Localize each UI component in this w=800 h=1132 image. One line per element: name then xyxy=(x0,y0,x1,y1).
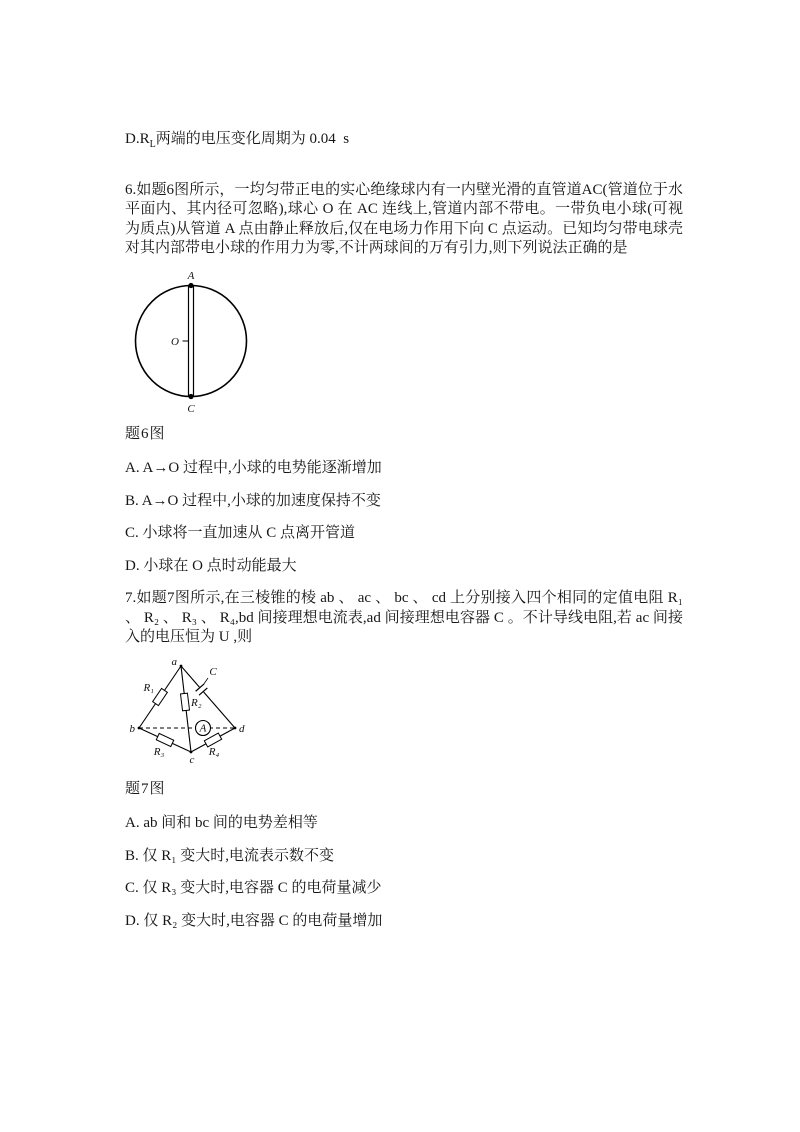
figure-7 xyxy=(129,658,683,770)
point-a-label: A xyxy=(187,269,195,282)
option-text: A→O 过程中,小球的加速度保持不变 xyxy=(141,492,381,509)
option-label: B. xyxy=(125,847,139,864)
previous-option-d xyxy=(125,130,683,155)
edge-ad xyxy=(181,666,235,728)
question-7-stem: 7.如题7图所示,在三棱锥的棱 ab 、 ac 、 bc 、 cd 上分别接入四个相同的定值电阻 R₁ 、 R₂ 、 R₃ 、 R₄,bd 间接理想电流表,ad 间接理想电容器 C 。不计导线电阻,若 ac 间接入的电压恒为 U ,则 xyxy=(125,590,683,645)
figure-7-caption: 题7图 xyxy=(125,780,166,797)
option-label: D. xyxy=(125,912,140,929)
vertex-c-label: c xyxy=(189,753,195,766)
option-label: C. xyxy=(125,880,139,896)
resistor-r2 xyxy=(180,693,189,711)
option-7d xyxy=(125,912,683,932)
vertex-c-dot xyxy=(190,750,193,753)
option-label: A. xyxy=(125,460,140,476)
option-6c xyxy=(125,524,683,544)
option-6b xyxy=(125,492,683,512)
sphere-circle xyxy=(136,285,247,396)
option-text: 仅 R₁ 变大时,电流表示数不变 xyxy=(142,847,335,864)
option-6a xyxy=(125,459,683,479)
figure-6 xyxy=(129,269,683,415)
vertex-d-dot xyxy=(234,726,237,729)
option-text: ab 间和 bc 间的电势差相等 xyxy=(143,815,318,831)
option-label: D. xyxy=(125,557,140,574)
vertex-b-dot xyxy=(138,726,141,729)
option-text: 小球在 O 点时动能最大 xyxy=(143,557,297,574)
resistor-r4 xyxy=(204,733,221,747)
r1-label: R₁ xyxy=(143,681,154,694)
point-c-label: C xyxy=(187,402,195,415)
resistor-r1 xyxy=(153,688,168,705)
ammeter xyxy=(196,720,211,735)
center-o-label: O xyxy=(171,335,179,348)
vertex-d-label: d xyxy=(239,722,245,735)
capacitor-label: C xyxy=(209,665,217,678)
option-label: C. xyxy=(125,525,139,541)
figure-6-svg xyxy=(129,269,255,415)
point-a-dot xyxy=(188,282,193,287)
ammeter-label: A xyxy=(199,722,207,734)
r4-label: R₄ xyxy=(208,745,220,758)
capacitor-leader xyxy=(204,678,209,685)
vertex-a-label: a xyxy=(171,657,177,668)
resistor-r3 xyxy=(156,733,173,746)
r2-label: R₂ xyxy=(191,696,202,709)
option-text: 两端的电压变化周期为 0.04 s xyxy=(155,131,350,147)
r3-label: R₃ xyxy=(153,745,165,758)
subscript: L xyxy=(149,139,156,150)
question-7-options xyxy=(125,814,683,931)
option-7c xyxy=(125,879,683,899)
question-6-options xyxy=(125,459,683,576)
document-page xyxy=(125,130,683,944)
figure-7-svg xyxy=(129,658,269,770)
option-label: A. xyxy=(125,815,140,831)
option-text: 小球将一直加速从 C 点离开管道 xyxy=(142,525,356,541)
vertex-b-label: b xyxy=(129,722,135,735)
option-6d xyxy=(125,557,683,577)
option-text: A→O 过程中,小球的电势能逐渐增加 xyxy=(142,460,382,476)
option-label: D.R xyxy=(125,131,150,147)
option-text: 仅 R₃ 变大时,电容器 C 的电荷量减少 xyxy=(142,880,382,896)
option-7b xyxy=(125,847,683,867)
option-text: 仅 R₂ 变大时,电容器 C 的电荷量增加 xyxy=(143,912,383,929)
question-6-stem: 6.如题6图所示，一均匀带正电的实心绝缘球内有一内壁光滑的直管道AC(管道位于水平面内、其内径可忽略),球心 O 在 AC 连线上,管道内部不带电。一带负电小球(可视为质点)从管道 A 点由静止释放后,仅在电场力作用下向 C 点运动。已知均匀带电球壳对其内部带电小球的作用力为零,不计两球间的万有引力,则下列说法正确的是 xyxy=(125,181,683,256)
option-label: B. xyxy=(125,492,139,509)
point-c-dot xyxy=(188,393,193,398)
figure-6-caption: 题6图 xyxy=(125,425,166,442)
vertex-a-dot xyxy=(180,664,183,667)
option-7a xyxy=(125,814,683,834)
